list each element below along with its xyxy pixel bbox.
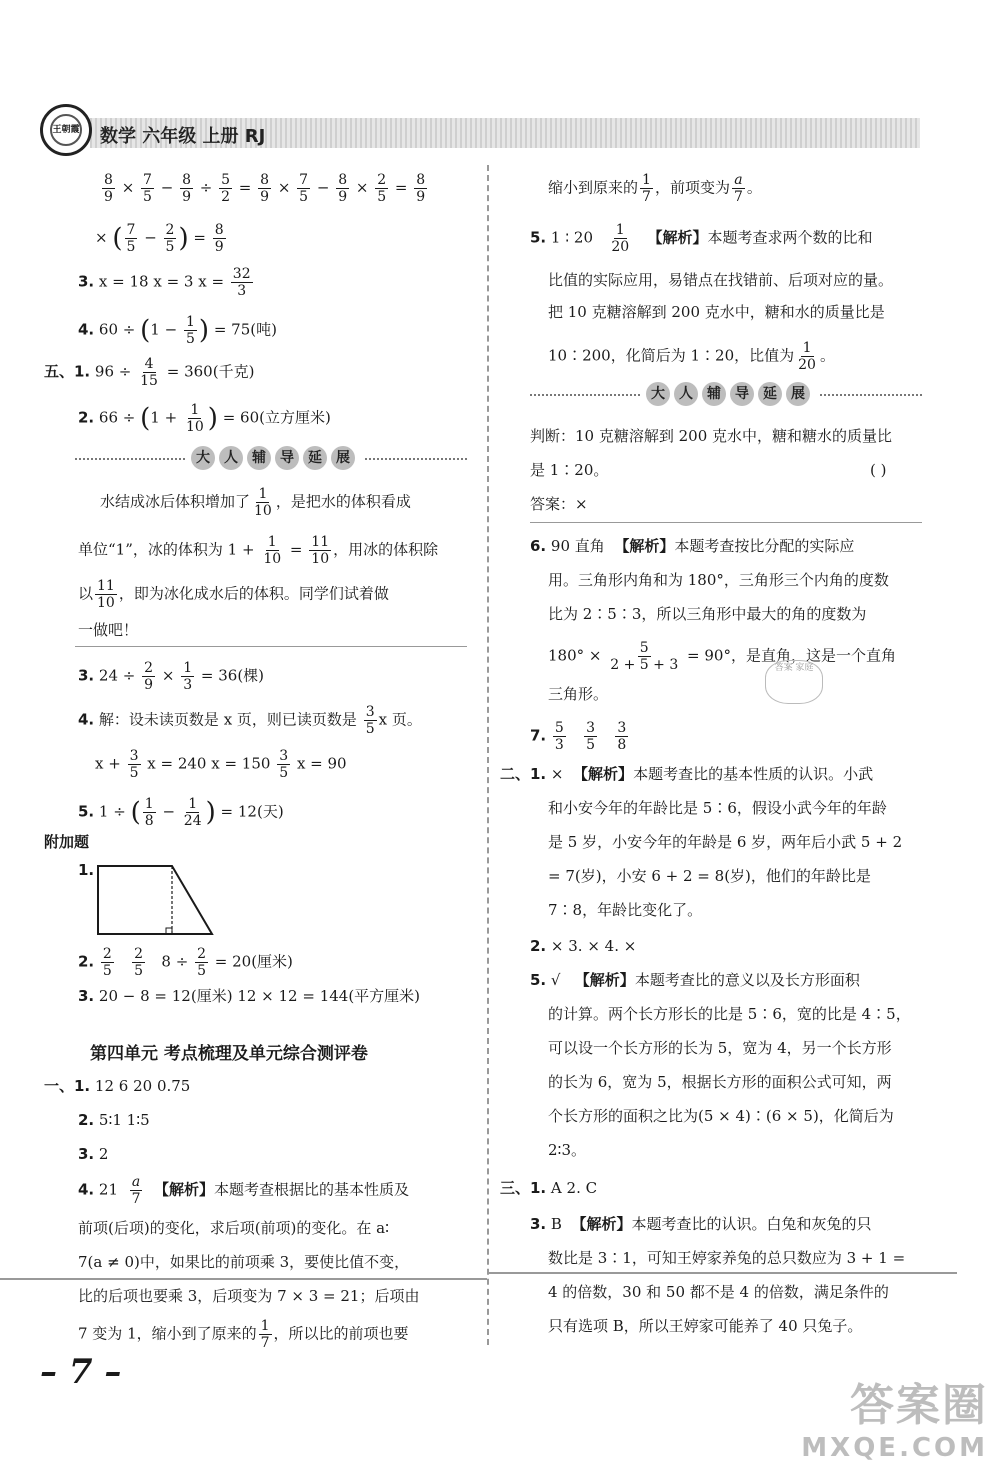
ext-text-line-3: 以 $\frac{11}{10}$ ，即为冰化成水后的体积。同学们试着做 bbox=[78, 578, 389, 611]
s3-q3-answer: 3. B 【解析】本题考查比的认识。白兔和灰兔的只 bbox=[530, 1215, 872, 1233]
s5-q4-equation: x + $\frac{3}{5}$ x = 240 x = 150 $\frac{3}{5}$ x = 90 bbox=[95, 748, 347, 781]
s2-q5-line-2: 的计算。两个长方形长的比是 5∶6，宽的比是 4∶5， bbox=[548, 1005, 911, 1023]
header-title: 数学 六年级 上册 RJ bbox=[100, 126, 266, 147]
extra-questions-title: 附加题 bbox=[44, 833, 90, 851]
u3-answer: 3. 2 bbox=[78, 1145, 109, 1163]
s2-q2-4-answer: 2. × 3. × 4. × bbox=[530, 937, 637, 955]
trapezoid-figure bbox=[96, 864, 216, 936]
judge-answer: 答案：× bbox=[530, 495, 588, 513]
r-q6-line-2: 用。三角形内角和为 180°，三角形三个内角的度数 bbox=[548, 571, 889, 589]
r-q5-line-3: 把 10 克糖溶解到 200 克水中，糖和水的质量比是 bbox=[548, 303, 885, 321]
s2-q5-line-5: 个长方形的面积之比为(5 × 4)∶(6 × 5)，化简后为 bbox=[548, 1107, 894, 1125]
logo-text: 王朝霞 bbox=[52, 125, 80, 135]
parent-guide-banner-right: 大 人 辅 导 延 展 bbox=[530, 382, 922, 408]
s2-q5-answer: 5. √ 【解析】本题考查比的意义以及长方形面积 bbox=[530, 971, 860, 989]
r-cont-line: 缩小到原来的 $\frac{1}{7}$ ，前项变为 $\frac{a}{7}$ 。 bbox=[548, 172, 762, 205]
parent-guide-banner-left: 大 人 辅 导 延 展 bbox=[75, 446, 467, 472]
s5-q1-answer: 五、1. 96 ÷ $\frac{4}{15}$ = 360(千克) bbox=[44, 356, 255, 389]
u4-line-4: 比的后项也要乘 3，后项变为 7 × 3 = 21；后项由 bbox=[78, 1287, 420, 1305]
s2-q1-answer: 二、1. × 【解析】本题考查比的基本性质的认识。小武 bbox=[500, 765, 874, 783]
ext-bottom-rule bbox=[75, 646, 467, 647]
s2-q1-line-3: 是 5 岁，小安今年的年龄是 6 岁，两年后小武 5 + 2 bbox=[548, 833, 903, 851]
r-q6-line-3: 比为 2∶5∶3，所以三角形中最大的角的度数为 bbox=[548, 605, 867, 623]
watermark: 答案圈 MXQE.COM bbox=[801, 1380, 988, 1463]
u4-answer: 4. 21 $\frac{a}{7}$ 【解析】本题考查根据比的基本性质及 bbox=[78, 1174, 410, 1207]
q3-answer: 3. x = 18 x = 3 x = $\frac{32}{3}$ bbox=[78, 266, 251, 299]
scan-rule bbox=[0, 1278, 487, 1280]
r-q6-answer: 6. 90 直角 【解析】本题考查按比分配的实际应 bbox=[530, 537, 855, 555]
s3-q1-2-answer: 三、1. A 2. C bbox=[500, 1179, 598, 1197]
u4-line-2: 前项(后项)的变化，求后项(前项)的变化。在 a∶ bbox=[78, 1219, 390, 1237]
u1-answer: 一、1. 12 6 20 0.75 bbox=[44, 1077, 191, 1095]
ext-text-line-1: 水结成冰后体积增加了 $\frac{1}{10}$ ，是把水的体积看成 bbox=[100, 486, 411, 519]
judge-bottom-rule bbox=[530, 522, 922, 523]
judge-line-1: 判断：10 克糖溶解到 200 克水中，糖和糖水的质量比 bbox=[530, 427, 893, 445]
answer-line-2: × ( $\frac{7}{5}$ − $\frac{2}{5}$ ) = $\frac{8}{9}$ bbox=[95, 222, 224, 255]
s3-q3-line-3: 4 的倍数，30 和 50 都不是 4 的倍数，满足条件的 bbox=[548, 1283, 889, 1301]
ext-text-line-2: 单位“1”，冰的体积为 1 + $\frac{1}{10}$ = $\frac{11}{10}$ ，用冰的体积除 bbox=[78, 534, 439, 567]
s2-q1-line-2: 和小安今年的年龄比是 5∶6，假设小武今年的年龄 bbox=[548, 799, 887, 817]
s2-q5-line-3: 可以设一个长方形的长为 5，宽为 4，另一个长方形 bbox=[548, 1039, 892, 1057]
s2-q1-line-5: 7∶8，年龄比变化了。 bbox=[548, 901, 703, 919]
r-q5-answer: 5. 1 ∶ 20 $\frac{1}{20}$ 【解析】本题考查求两个数的比和 bbox=[530, 222, 873, 255]
r-q7-answer: 7. $\frac{5}{3}$ $\frac{3}{5}$ $\frac{3}{8}$ bbox=[530, 720, 627, 753]
q4-answer: 4. 60 ÷ (1 − $\frac{1}{5}$ ) = 75(吨) bbox=[78, 314, 277, 347]
ext-text-line-4: 一做吧！ bbox=[78, 621, 139, 639]
s5-q3-answer: 3. 24 ÷ $\frac{2}{9}$ × $\frac{1}{3}$ = 36(棵) bbox=[78, 660, 265, 693]
extra-q2-answer: 2. $\frac{2}{5}$ $\frac{2}{5}$ 8 ÷ $\frac{2}{5}$ = 20(厘米) bbox=[78, 946, 293, 979]
scan-rule-right bbox=[487, 1272, 957, 1274]
page-number: – 7 – bbox=[40, 1352, 122, 1392]
s2-q5-line-4: 的长为 6，宽为 5，根据长方形的面积公式可知，两 bbox=[548, 1073, 892, 1091]
s5-q4-answer: 4. 解：设未读页数是 x 页，则已读页数是 $\frac{3}{5}$ x 页。 bbox=[78, 704, 422, 737]
s2-q1-line-4: = 7(岁)，小安 6 + 2 = 8(岁)，他们的年龄比是 bbox=[548, 867, 871, 885]
r-q6-line-5: 三角形。 bbox=[548, 685, 609, 703]
s2-q5-line-6: 2∶3。 bbox=[548, 1141, 586, 1159]
answer-line-1: $\frac{8}{9}$ × $\frac{7}{5}$ − $\frac{8}{9}$ ÷ $\frac{5}{2}$ = $\frac{8}{9}$ × $\frac{7}{5}$ − $\frac{8}{9}$ × $\frac{2}{5}$ = $\frac{8}{9}$ bbox=[104, 172, 426, 205]
r-q6-line-4: 180° × $\frac{5}{2 + 5 + 3}$ = 90°，是直角，这是一个直角 bbox=[548, 640, 896, 673]
column-divider bbox=[487, 165, 489, 1345]
extra-q1-label: 1. bbox=[78, 861, 95, 879]
s5-q5-answer: 5. 1 ÷ ( $\frac{1}{8}$ − $\frac{1}{24}$ ) = 12(天) bbox=[78, 796, 284, 829]
extra-q3-answer: 3. 20 − 8 = 12(厘米) 12 × 12 = 144(平方厘米) bbox=[78, 987, 421, 1005]
s5-q2-answer: 2. 66 ÷ (1 + $\frac{1}{10}$ ) = 60(立方厘米) bbox=[78, 402, 331, 435]
u4-line-3: 7(a ≠ 0)中，如果比的前项乘 3，要使比值不变， bbox=[78, 1253, 410, 1271]
judge-answer-blank: ( ) bbox=[870, 461, 887, 479]
r-q5-line-2: 比值的实际应用，易错点在找错前、后项对应的量。 bbox=[548, 271, 894, 289]
r-q5-line-4: 10∶200，化简后为 1∶20，比值为 $\frac{1}{20}$ 。 bbox=[548, 340, 835, 373]
s3-q3-line-2: 数比是 3∶1，可知王婷家养兔的总只数应为 3 + 1 = bbox=[548, 1249, 906, 1267]
judge-line-2: 是 1∶20。 bbox=[530, 461, 609, 479]
s3-q3-line-4: 只有选项 B，所以王婷家可能养了 40 只兔子。 bbox=[548, 1317, 863, 1335]
stamp-mark: 答案 家庭 bbox=[765, 660, 823, 704]
unit4-title: 第四单元 考点梳理及单元综合测评卷 bbox=[90, 1044, 368, 1064]
u4-line-5: 7 变为 1，缩小到了原来的 $\frac{1}{7}$ ，所以比的前项也要 bbox=[78, 1318, 409, 1351]
u2-answer: 2. 5∶1 1∶5 bbox=[78, 1111, 150, 1129]
